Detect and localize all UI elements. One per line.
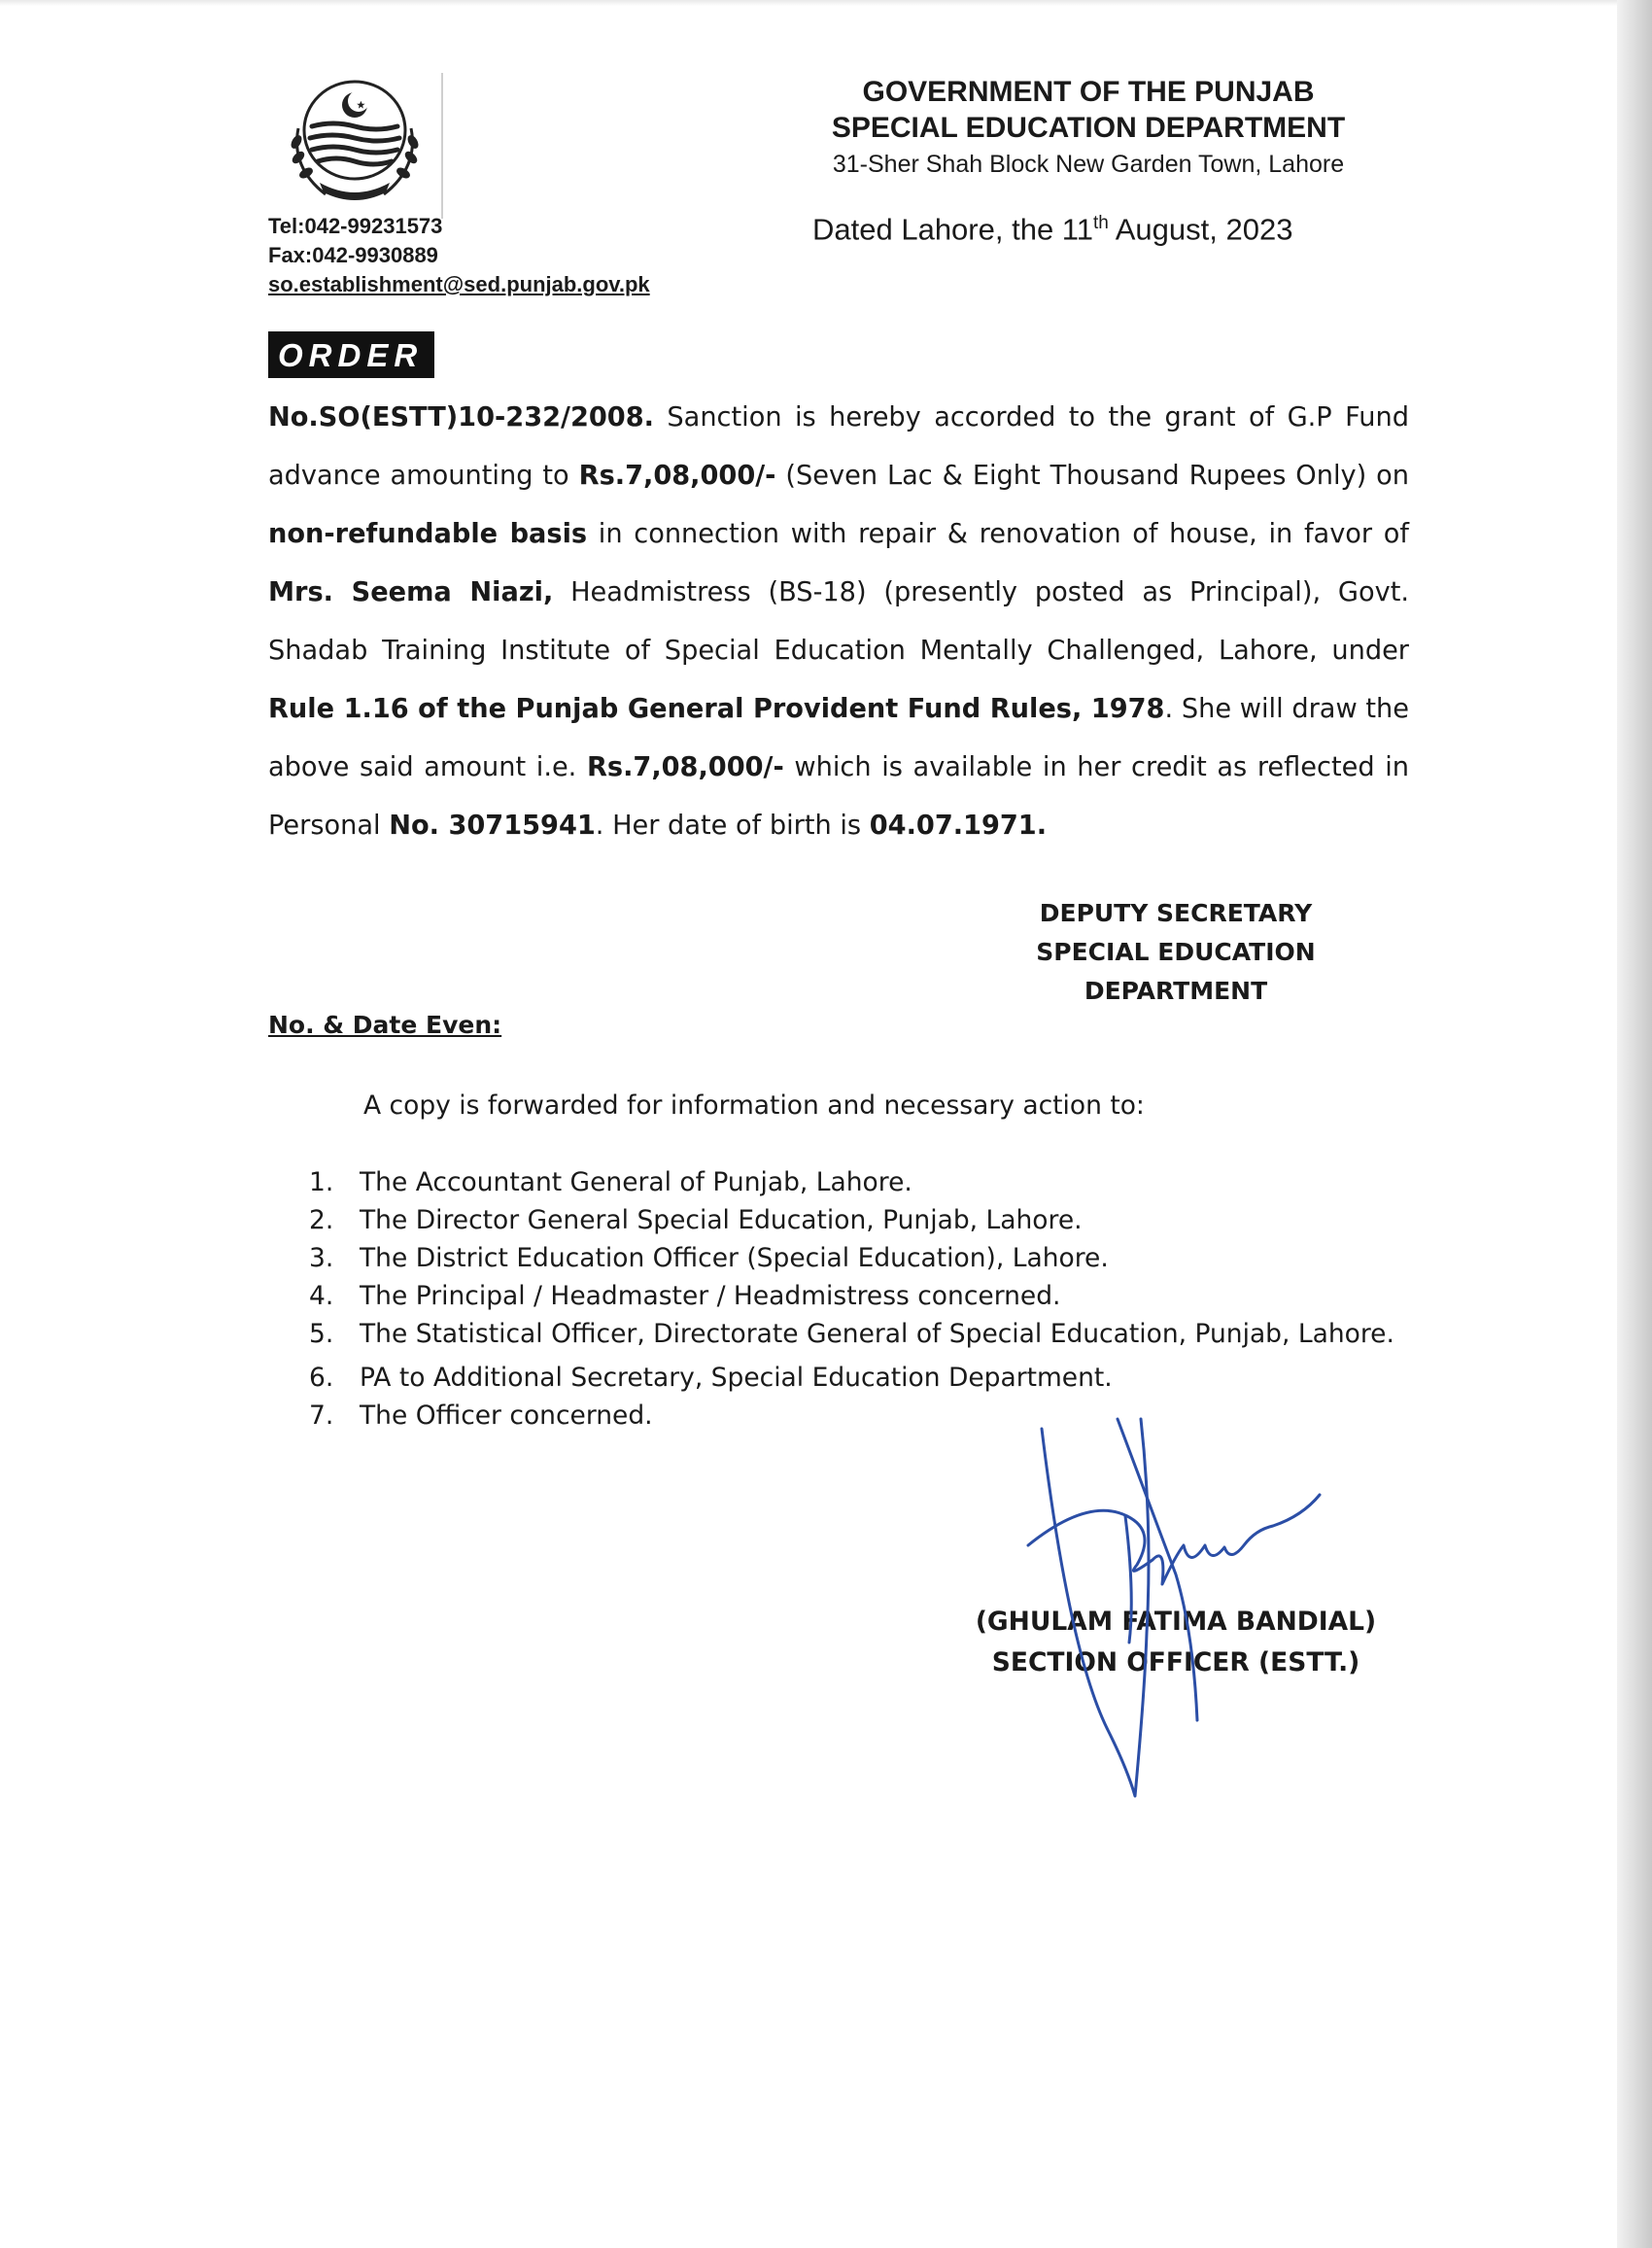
advance-basis: non-refundable basis	[268, 519, 588, 549]
applicable-rule: Rule 1.16 of the Punjab General Provident Fund Rules, 1978	[268, 694, 1165, 724]
list-number: 4.	[309, 1281, 334, 1311]
deputy-title-line1: DEPUTY SECRETARY	[1039, 899, 1313, 927]
copy-forward-line: A copy is forwarded for information and necessary action to:	[363, 1090, 1145, 1121]
email-link[interactable]: so.establishment@sed.punjab.gov.pk	[268, 272, 650, 296]
list-number: 7.	[309, 1401, 334, 1431]
list-text: The Officer concerned.	[360, 1401, 653, 1431]
date-line	[812, 204, 1292, 249]
letterhead	[758, 74, 1419, 181]
advance-amount: Rs.7,08,000/-	[578, 461, 776, 491]
telephone: Tel:042-99231573	[268, 214, 443, 238]
list-text: The District Education Officer (Special Education), Lahore.	[360, 1243, 1109, 1273]
punjab-emblem-logo	[277, 70, 432, 206]
list-text: The Statistical Officer, Directorate General of Special Education, Punjab, Lahore.	[360, 1319, 1394, 1349]
contact-block	[268, 212, 650, 299]
date-ordinal: th	[1092, 213, 1109, 233]
reference-number: No.SO(ESTT)10-232/2008.	[268, 402, 654, 432]
list-number: 3.	[309, 1243, 334, 1273]
list-number: 5.	[309, 1319, 334, 1349]
list-item	[309, 1164, 1407, 1200]
fax: Fax:042-9930889	[268, 243, 438, 267]
list-number: 2.	[309, 1205, 334, 1235]
body-text-4: Headmistress (BS-18) (presently posted as Principal), Govt. Shadab Training Institute of Special Education Mentally Challenged, Lahore, under	[268, 577, 1409, 666]
scan-top-edge	[0, 0, 1652, 6]
date-prefix: Dated Lahore, the 11	[812, 212, 1093, 247]
list-number: 1.	[309, 1167, 334, 1197]
signatory-title: SECTION OFFICER (ESTT.)	[991, 1647, 1360, 1677]
distribution-list	[309, 1164, 1407, 1435]
list-text: PA to Additional Secretary, Special Education Department.	[360, 1363, 1113, 1393]
body-text-7: . Her date of birth is	[595, 811, 870, 841]
list-text: The Director General Special Education, Punjab, Lahore.	[360, 1205, 1083, 1235]
no-date-even-label: No. & Date Even:	[268, 1011, 502, 1039]
list-number: 6.	[309, 1363, 334, 1393]
scan-right-edge	[1617, 0, 1652, 2248]
body-text-2: (Seven Lac & Eight Thousand Rupees Only) on	[775, 461, 1409, 491]
advance-amount-repeat: Rs.7,08,000/-	[586, 752, 784, 782]
list-item	[309, 1316, 1407, 1352]
deputy-title-line3: DEPARTMENT	[1084, 977, 1268, 1005]
list-item	[309, 1278, 1407, 1314]
date-of-birth: 04.07.1971.	[869, 811, 1048, 841]
personal-number: No. 30715941	[389, 811, 596, 841]
list-text: The Accountant General of Punjab, Lahore.	[360, 1167, 912, 1197]
order-body	[268, 389, 1409, 855]
body-text-1: Sanction is hereby accorded to the grant of G.P Fund advance amounting to	[268, 402, 1409, 491]
signatory-name: (GHULAM FATIMA BANDIAL)	[975, 1607, 1377, 1637]
body-text-6: which is available in her credit as reflected in Personal	[268, 752, 1409, 841]
body-text-3: in connection with repair & renovation of house, in favor of	[587, 519, 1409, 549]
department-address: 31-Sher Shah Block New Garden Town, Lahore	[832, 151, 1345, 178]
deputy-title-line2: SPECIAL EDUCATION	[1036, 938, 1316, 966]
deputy-secretary-block	[1001, 894, 1351, 1011]
header-divider	[441, 73, 443, 219]
beneficiary-name: Mrs. Seema Niazi,	[268, 577, 554, 607]
list-item	[309, 1202, 1407, 1238]
department-title: SPECIAL EDUCATION DEPARTMENT	[831, 112, 1346, 144]
govt-title: GOVERNMENT OF THE PUNJAB	[862, 76, 1315, 108]
list-text: The Principal / Headmaster / Headmistress concerned.	[360, 1281, 1061, 1311]
list-item	[309, 1360, 1407, 1396]
list-item	[309, 1240, 1407, 1276]
date-suffix: August, 2023	[1108, 212, 1293, 247]
order-heading: ORDER	[268, 331, 434, 378]
body-text-5: . She will draw the above said amount i.e.	[268, 694, 1410, 782]
handwritten-signature	[1011, 1400, 1360, 1817]
